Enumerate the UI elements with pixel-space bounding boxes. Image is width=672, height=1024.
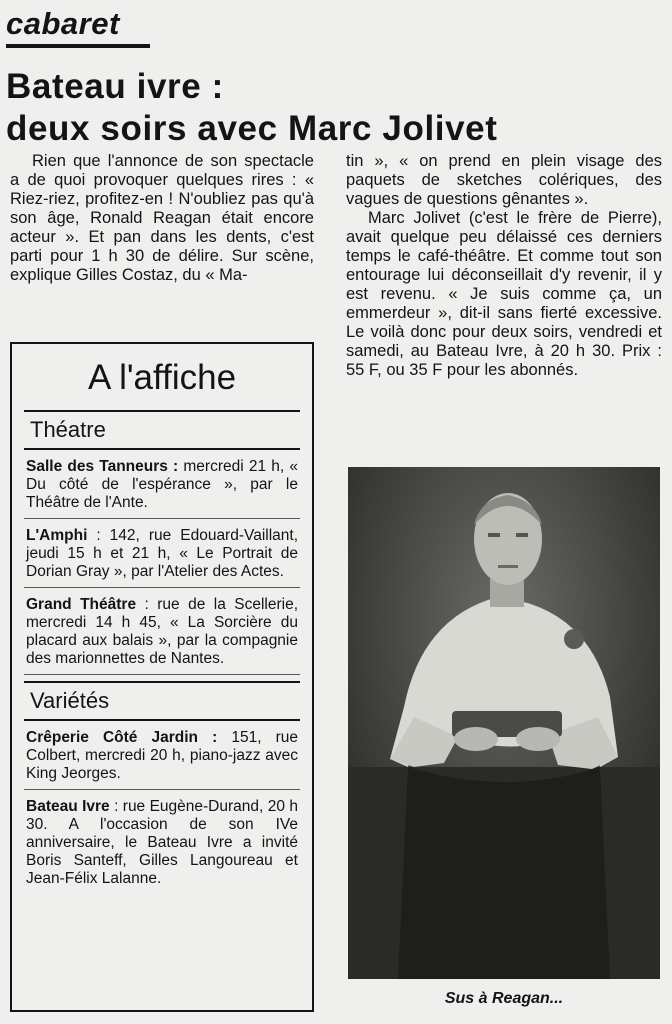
listings-title: A l'affiche — [87, 358, 237, 397]
venue-name: Salle des Tanneurs : — [26, 458, 179, 475]
paragraph-2: Marc Jolivet (c'est le frère de Pierre), avait quelque peu délaissé ces derniers temps le café-théâtre. Et comme tout son entourage lui déconseillait d'y revenir, il y est revenu. « Je suis comme ça, un emmerdeur », dit-il sans fierté excessive. Le voilà donc pour deux soirs, vendredi et samedi, au Bateau Ivre, à 20 h 30. Prix : 55 F, ou 35 F pour les abonnés. — [346, 209, 662, 379]
photo-caption: Sus à Reagan... — [444, 990, 564, 1007]
venue-details: : rue de la Scellerie, mercredi 14 h 45, « La Sorcière du placard aux balais », par la compagnie des marionnettes de Nantes. — [26, 596, 298, 667]
venue-name: Grand Théâtre — [26, 596, 137, 613]
article-headline — [6, 66, 666, 150]
venue-name: L'Amphi — [26, 527, 88, 544]
venue-details: mercredi 21 h, « Du côté de l'espérance », par le Théâtre de l'Ante. — [26, 458, 298, 511]
listing-entry — [24, 519, 300, 588]
venue-name: Bateau Ivre — [26, 798, 110, 815]
listing-entry — [24, 721, 300, 790]
listing-entry — [24, 588, 300, 675]
paragraph-1-end: tin », « on prend en plein visage des paquets de sketches colériques, des vagues de questions gênantes ». — [346, 152, 662, 208]
paragraph-1-start: Rien que l'annonce de son spectacle a de quoi provoquer quelques rires : « Riez-riez, profitez-en ! N'oubliez pas qu'à son âge, Ronald Reagan était encore acteur ». Et pan dans les dents, c'est parti pour 1 h 30 de délire. Sur scène, explique Gilles Costaz, du « Ma- — [10, 152, 314, 284]
section-rubric: cabaret — [6, 4, 150, 48]
venue-details: : 142, rue Edouard-Vaillant, jeudi 15 h et 21 h, « Le Portrait de Dorian Gray », par l'Atelier des Actes. — [26, 527, 298, 580]
listings-box — [10, 342, 314, 1012]
headline-line-1: Bateau ivre : — [6, 67, 224, 106]
listing-entry — [24, 450, 300, 519]
venue-details: 151, rue Colbert, mercredi 20 h, piano-jazz avec King Jeorges. — [26, 729, 298, 782]
listing-entry — [24, 790, 300, 894]
portrait-photo-icon — [348, 467, 660, 979]
theatre-heading: Théatre — [24, 410, 300, 450]
varietes-heading: Variétés — [24, 681, 300, 721]
portrait-photo — [348, 467, 660, 979]
venue-name: Crêperie Côté Jardin : — [26, 729, 218, 746]
venue-details: : rue Eugène-Durand, 20 h 30. A l'occasion de son IVe anniversaire, le Bateau Ivre a invité Boris Santeff, Gilles Langoureau et Jean-Félix Lalanne. — [26, 798, 298, 887]
headline-line-2: deux soirs avec Marc Jolivet — [6, 109, 498, 148]
article-body-right — [346, 152, 662, 380]
article-body-left — [10, 152, 314, 285]
